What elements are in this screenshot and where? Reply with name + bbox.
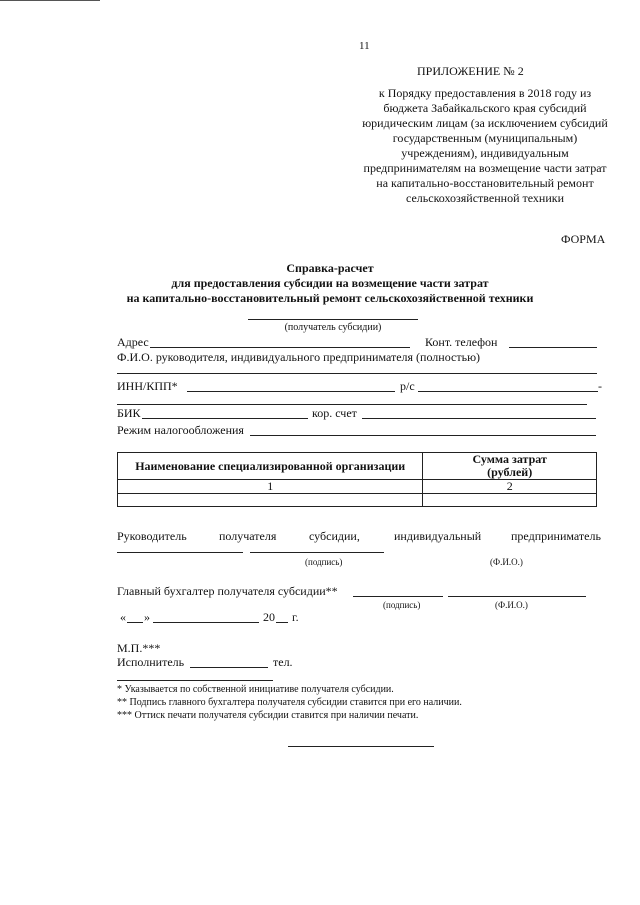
rs-label: р/с: [400, 379, 415, 393]
address-label: Адрес: [117, 335, 149, 349]
col-sum-header-line2: (рублей): [487, 465, 533, 479]
recipient-field[interactable]: [248, 319, 418, 320]
inn-field[interactable]: [187, 391, 395, 392]
forma-label: ФОРМА: [561, 232, 606, 246]
page-edge-mark: [0, 0, 100, 1]
footnote-3: *** Оттиск печати получателя субсидии ставится при наличии печати.: [117, 710, 419, 721]
sum-cell[interactable]: [423, 494, 597, 507]
col-org-header: Наименование специализированной организации: [118, 453, 423, 480]
footnote-1: * Указывается по собственной инициативе получателя субсидии.: [117, 684, 394, 695]
head-fio-caption: (Ф.И.О.): [490, 557, 523, 567]
inn-label: ИНН/КПП*: [117, 379, 178, 393]
table-number-row: [118, 480, 597, 494]
accountant-sign-caption: (подпись): [383, 600, 421, 610]
tel-label: тел.: [273, 655, 293, 669]
head-name-field[interactable]: [117, 373, 597, 374]
ks-label: кор. счет: [312, 406, 357, 420]
recipient-caption: (получатель субсидии): [284, 322, 382, 333]
appendix-line: государственным (муниципальным): [392, 131, 578, 145]
appendix-line: на капитально-восстановительный ремонт: [376, 176, 594, 190]
date-month-field[interactable]: [153, 622, 259, 623]
date-open-quote: «: [120, 610, 126, 624]
executor-label: Исполнитель: [117, 655, 185, 669]
accountant-signature-field[interactable]: [353, 596, 443, 597]
tax-field[interactable]: [250, 435, 596, 436]
date-year-field[interactable]: [276, 622, 288, 623]
head-signature-field[interactable]: [250, 552, 384, 553]
appendix-line: бюджета Забайкальского края субсидий: [383, 101, 587, 115]
date-close-quote: »: [144, 610, 150, 624]
date-day-field[interactable]: [127, 622, 143, 623]
head-word: субсидии,: [309, 529, 360, 543]
table-row: [118, 494, 597, 507]
col-sum-number: 2: [423, 480, 597, 494]
address-field[interactable]: [150, 347, 410, 348]
tax-label: Режим налогообложения: [117, 423, 244, 437]
date-year-prefix: 20: [263, 610, 275, 624]
phone-label: Конт. телефон: [425, 335, 498, 349]
head-name-label: Ф.И.О. руководителя, индивидуального предпринимателя (полностью): [117, 350, 481, 364]
footnote-2: ** Подпись главного бухгалтера получателя субсидии ставится при его наличии.: [117, 697, 462, 708]
head-word: предприниматель: [511, 529, 601, 543]
doc-subtitle-2: на капитально-восстановительный ремонт сельскохозяйственной техники: [126, 291, 534, 305]
ks-field[interactable]: [362, 418, 596, 419]
appendix-title: ПРИЛОЖЕНИЕ № 2: [417, 64, 524, 78]
phone-field[interactable]: [509, 347, 597, 348]
executor-field[interactable]: [190, 667, 268, 668]
inn-rs-continuation-field[interactable]: [117, 404, 587, 405]
table-header-row: [118, 453, 597, 480]
col-org-number: 1: [118, 480, 423, 494]
org-name-cell[interactable]: [118, 494, 423, 507]
head-word: Руководитель: [117, 529, 187, 543]
bik-label: БИК: [117, 406, 141, 420]
appendix-line: юридическим лицам (за исключением субсидий: [362, 116, 608, 130]
accountant-label: Главный бухгалтер получателя субсидии**: [117, 584, 338, 598]
rs-field[interactable]: [418, 391, 598, 392]
col-sum-header-line1: Сумма затрат: [472, 452, 547, 466]
head-extra-field[interactable]: [117, 552, 243, 553]
head-word: индивидуальный: [394, 529, 482, 543]
end-separator: [288, 746, 434, 747]
page-number: 11: [359, 40, 370, 52]
stamp-label: М.П.***: [117, 641, 161, 655]
head-word: получателя: [219, 529, 277, 543]
doc-title: Справка-расчет: [286, 261, 374, 275]
appendix-line: предпринимателям на возмещение части затрат: [363, 161, 607, 175]
appendix-line: к Порядку предоставления в 2018 году из: [378, 86, 592, 100]
accountant-fio-field[interactable]: [448, 596, 586, 597]
col-sum-header: [423, 453, 597, 480]
rs-dash: -: [598, 379, 602, 393]
date-year-suffix: г.: [292, 610, 299, 624]
appendix-line: учреждениям), индивидуальным: [401, 146, 569, 160]
footnote-separator: [117, 680, 273, 681]
appendix-line: сельскохозяйственной техники: [406, 191, 564, 205]
doc-subtitle-1: для предоставления субсидии на возмещение части затрат: [171, 276, 489, 290]
head-sign-caption: (подпись): [305, 557, 343, 567]
bik-field[interactable]: [142, 418, 308, 419]
accountant-fio-caption: (Ф.И.О.): [495, 600, 528, 610]
costs-table: [117, 452, 597, 507]
